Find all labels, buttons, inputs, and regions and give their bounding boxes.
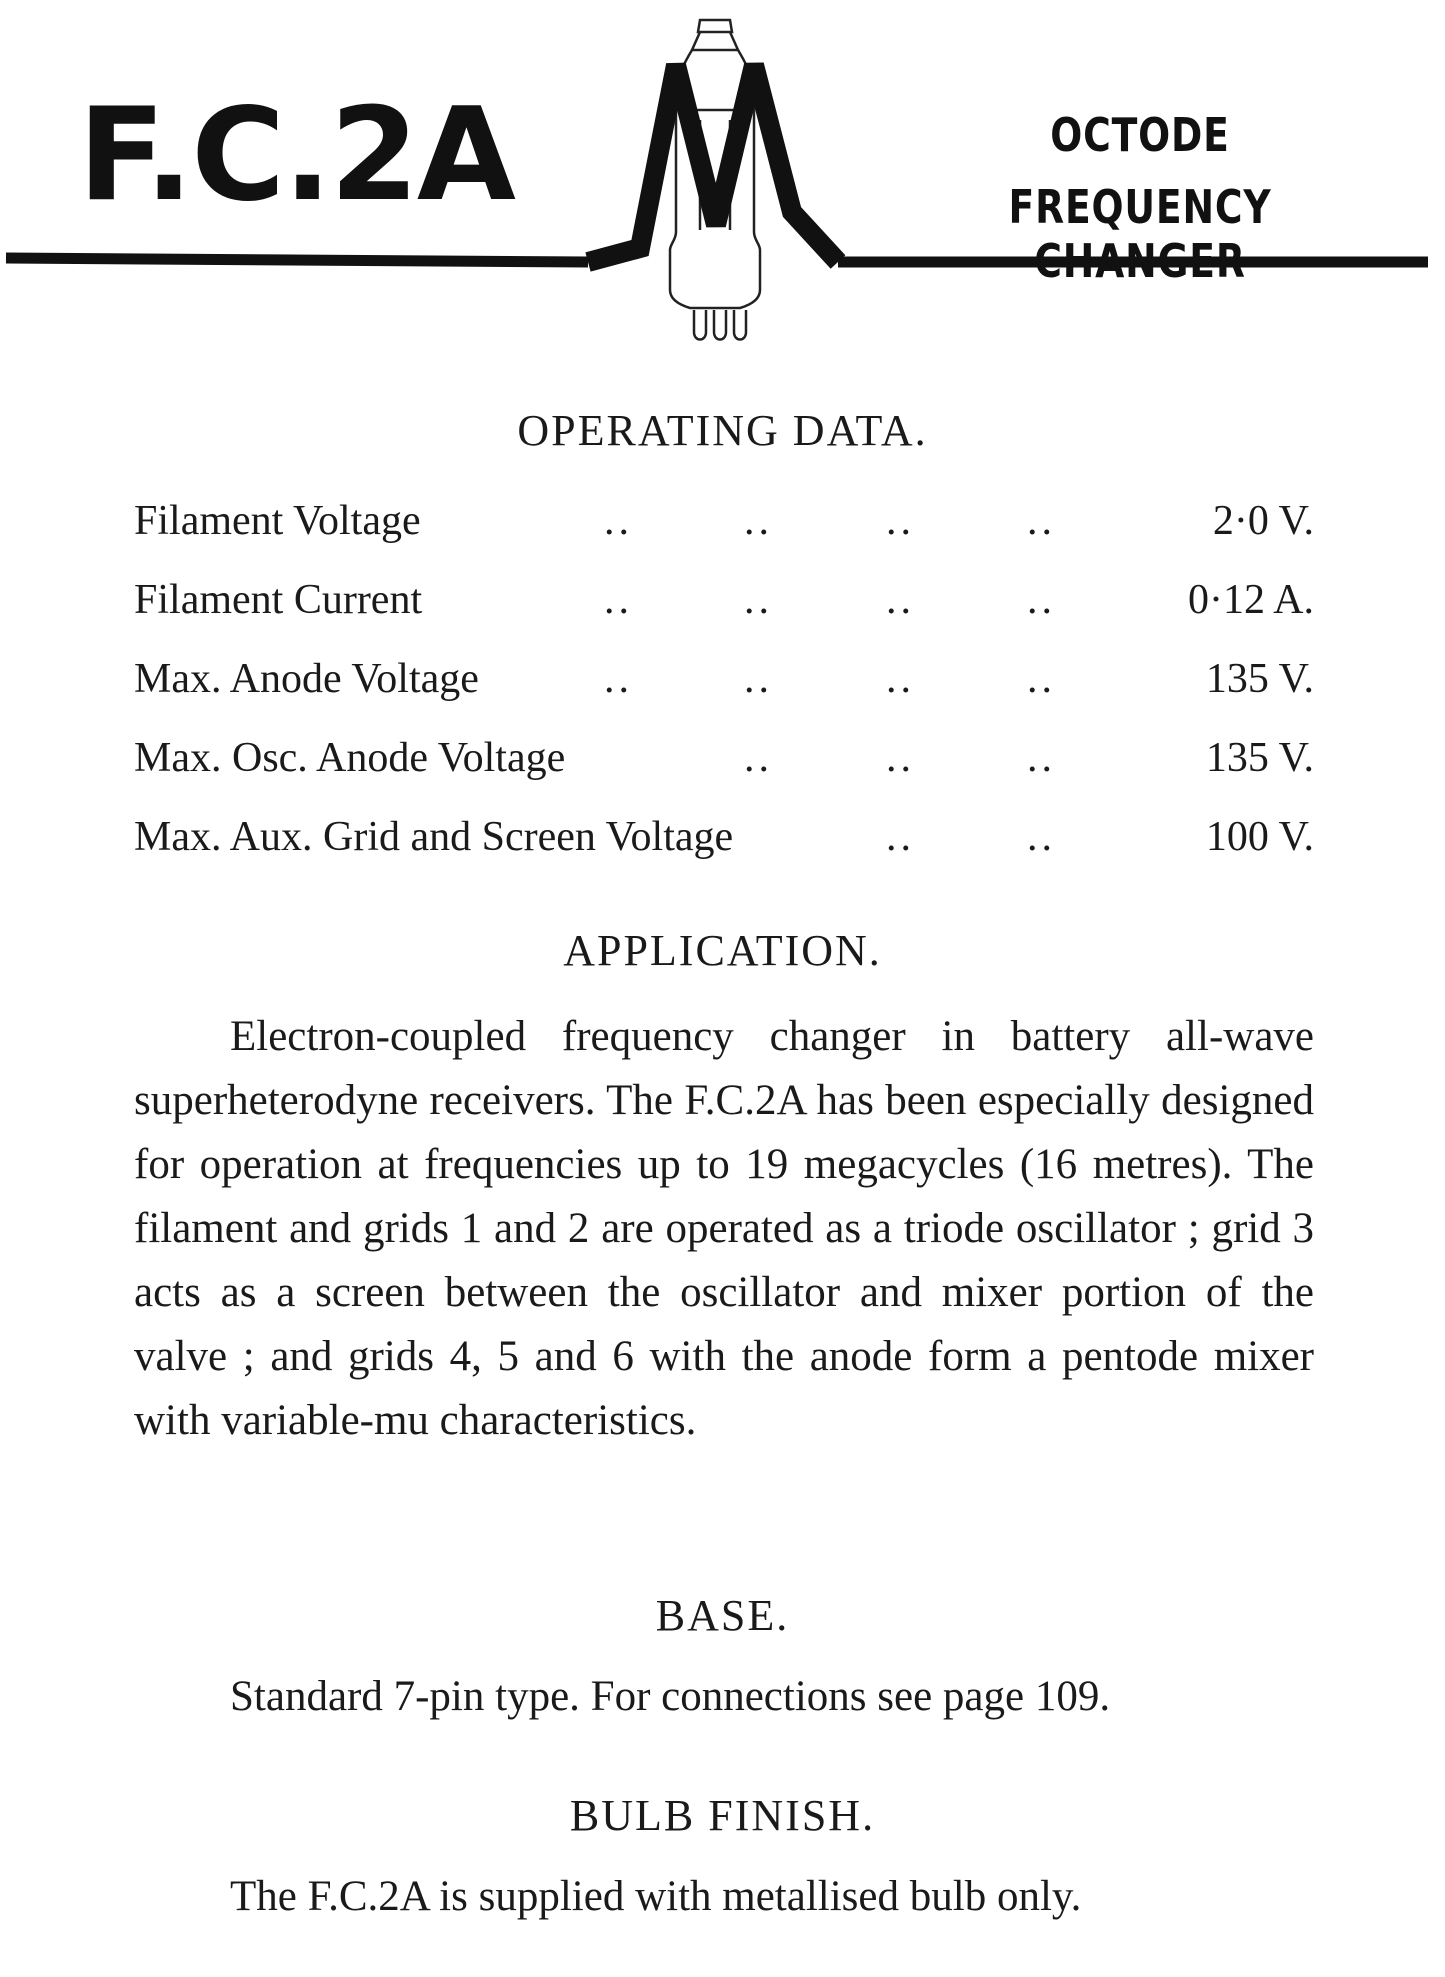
row-label: Filament Voltage [134, 498, 421, 544]
operating-data-table [134, 482, 1314, 877]
page-header [0, 0, 1445, 360]
leader-dots: .. [886, 498, 915, 544]
table-row [134, 719, 1314, 798]
operating-data-heading: OPERATING DATA. [517, 406, 928, 455]
row-label: Max. Osc. Anode Voltage [134, 735, 566, 781]
table-row [134, 482, 1314, 561]
leader-dots: .. [1027, 498, 1056, 544]
row-label: Max. Anode Voltage [134, 656, 479, 702]
leader-dots: .. [744, 656, 773, 702]
leader-dots: .. [886, 735, 915, 781]
row-value: 2·0 V. [1212, 498, 1314, 544]
leader-dots: .. [886, 814, 915, 860]
table-row [134, 798, 1314, 877]
leader-dots: .. [744, 577, 773, 623]
leader-dots: .. [1027, 577, 1056, 623]
leader-dots: .. [604, 656, 633, 702]
row-label: Filament Current [134, 577, 423, 623]
leader-dots: .. [744, 498, 773, 544]
header-rule-left [6, 258, 588, 262]
table-row [134, 640, 1314, 719]
leader-dots: .. [604, 498, 633, 544]
row-value: 135 V. [1205, 735, 1314, 781]
valve-type-line-1: OCTODE [1050, 108, 1230, 162]
row-value: 100 V. [1205, 814, 1314, 860]
table-row [134, 561, 1314, 640]
leader-dots: .. [1027, 656, 1056, 702]
monogram-m-stroke [588, 65, 838, 262]
row-label: Max. Aux. Grid and Screen Voltage [134, 814, 734, 860]
application-heading: APPLICATION. [563, 926, 882, 975]
base-text: Standard 7-pin type. For connections see page 109. [230, 1673, 1111, 1720]
base-heading: BASE. [655, 1591, 790, 1640]
leader-dots: .. [1027, 735, 1056, 781]
leader-dots: .. [604, 577, 633, 623]
leader-dots: .. [886, 577, 915, 623]
application-text: Electron-coupled frequency changer in battery all-wave superheterodyne receivers. The F.C.2A has been especially designed for operation at frequencies up to 19 megacycles (16 metres). The filament and grids 1 and 2 are operated as a triode oscillator ; grid 3 acts as a screen between the oscillator and mixer portion of the valve ; and grids 4, 5 and 6 with the anode form a pentode mixer with variable-mu characteristics. [134, 1013, 1314, 1444]
row-value: 0·12 A. [1188, 577, 1314, 623]
bulb-finish-text: The F.C.2A is supplied with metallised bulb only. [230, 1873, 1082, 1920]
leader-dots: .. [744, 735, 773, 781]
valve-type-line-2: FREQUENCY CHANGER [1008, 180, 1272, 288]
leader-dots: .. [886, 656, 915, 702]
row-value: 135 V. [1205, 656, 1314, 702]
valve-code-title: F.C.2A [78, 81, 514, 230]
leader-dots: .. [1027, 814, 1056, 860]
bulb-finish-heading: BULB FINISH. [569, 1791, 876, 1840]
